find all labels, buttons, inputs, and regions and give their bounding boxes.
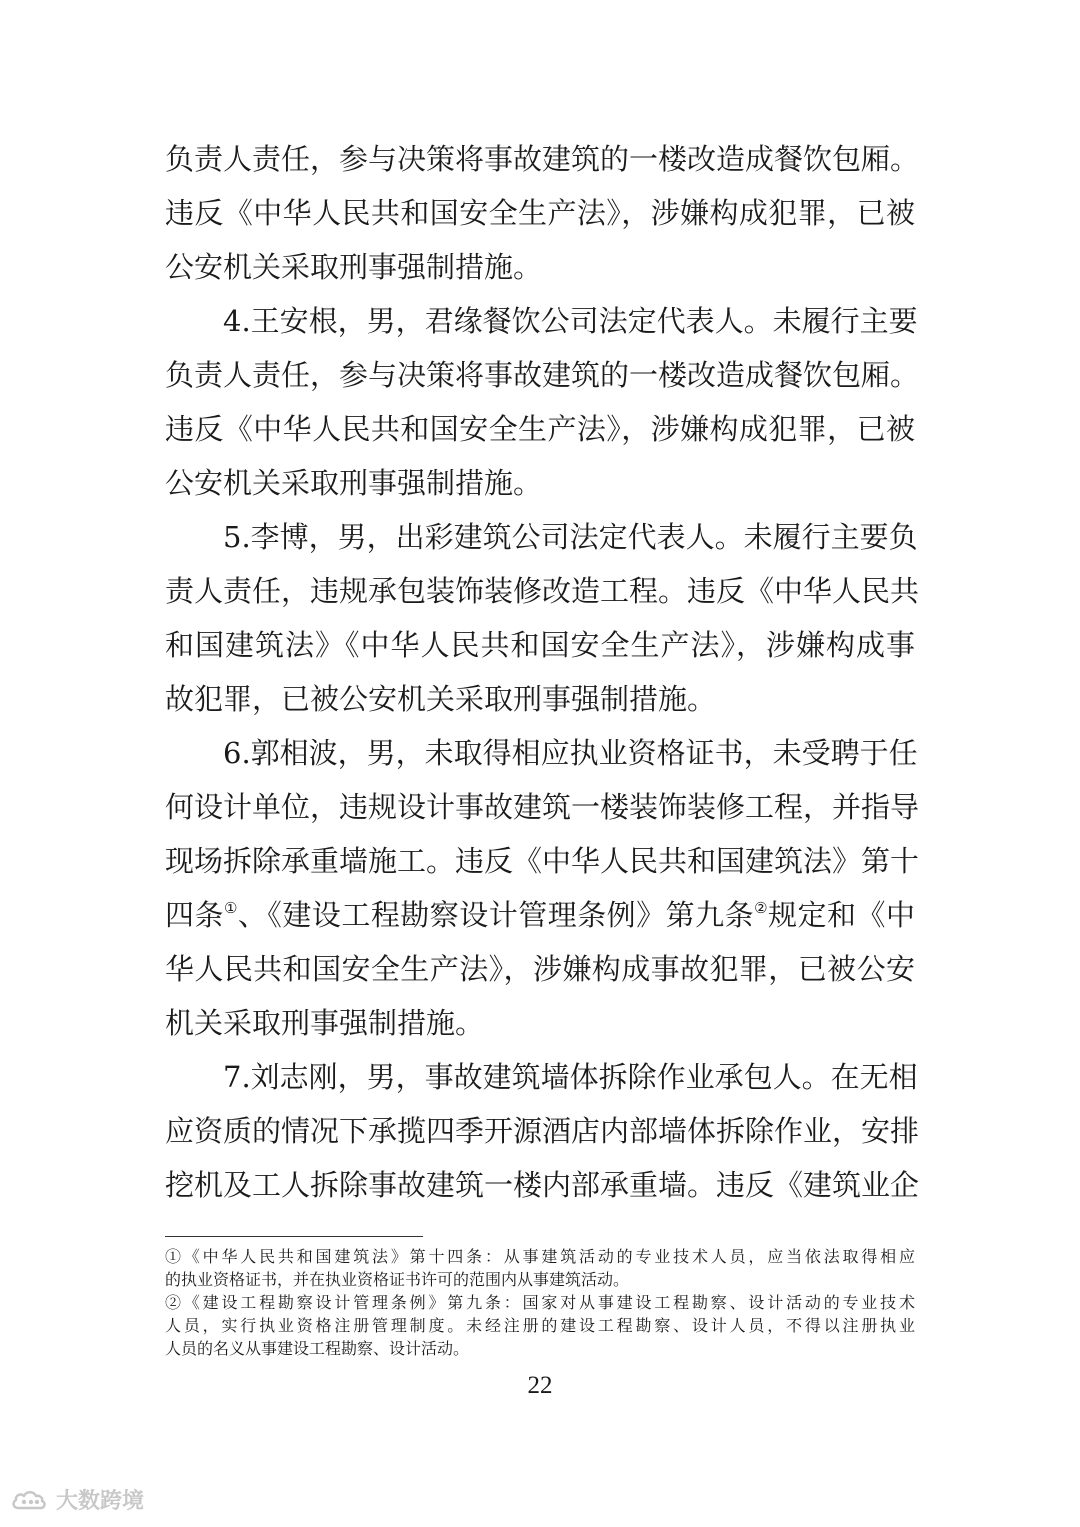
text-segment: 规定和《中 [768, 898, 915, 932]
body-line: 何设计单位，违规设计事故建筑一楼装饰装修工程，并指导 [165, 790, 920, 824]
body-line: 和国建筑法》《中华人民共和国安全生产法》，涉嫌构成事 [165, 628, 915, 662]
body-text [165, 132, 920, 1212]
body-line: 违反《中华人民共和国安全生产法》，涉嫌构成犯罪，已被 [165, 196, 915, 230]
body-line: 6.郭相波，男，未取得相应执业资格证书，未受聘于任 [223, 736, 918, 770]
body-line: 公安机关采取刑事强制措施。 [165, 466, 543, 500]
watermark [10, 1484, 144, 1515]
body-line-with-footnote-refs [165, 888, 915, 942]
body-line: 4.王安根，男，君缘餐饮公司法定代表人。未履行主要 [223, 304, 918, 338]
body-line: 5.李博，男，出彩建筑公司法定代表人。未履行主要负 [223, 520, 918, 554]
footnote-line: 的执业资格证书，并在执业资格证书许可的范围内从事建筑活动。 [165, 1270, 630, 1289]
body-line: 现场拆除承重墙施工。违反《中华人民共和国建筑法》第十 [165, 844, 920, 878]
body-line: 公安机关采取刑事强制措施。 [165, 250, 543, 284]
body-line: 7.刘志刚，男，事故建筑墙体拆除作业承包人。在无相 [223, 1060, 918, 1094]
body-line: 华人民共和国安全生产法》，涉嫌构成事故犯罪，已被公安 [165, 952, 915, 986]
footnote-line: ②《建设工程勘察设计管理条例》第九条：国家对从事建设工程勘察、设计活动的专业技术 [165, 1293, 915, 1312]
body-line: 负责人责任，参与决策将事故建筑的一楼改造成餐饮包厢。 [165, 142, 920, 176]
page-number: 22 [527, 1372, 553, 1399]
body-line: 负责人责任，参与决策将事故建筑的一楼改造成餐饮包厢。 [165, 358, 920, 392]
body-line: 故犯罪，已被公安机关采取刑事强制措施。 [165, 682, 717, 716]
body-line: 违反《中华人民共和国安全生产法》，涉嫌构成犯罪，已被 [165, 412, 915, 446]
footnotes [165, 1245, 915, 1360]
body-line: 责人责任，违规承包装饰装修改造工程。违反《中华人民共 [165, 574, 920, 608]
footnote-line: 人员的名义从事建设工程勘察、设计活动。 [165, 1339, 470, 1358]
body-line: 挖机及工人拆除事故建筑一楼内部承重墙。违反《建筑业企 [165, 1168, 920, 1202]
cloud-logo-icon [10, 1487, 50, 1513]
footnote-line: 人员，实行执业资格注册管理制度。未经注册的建设工程勘察、设计人员，不得以注册执业 [165, 1316, 915, 1335]
body-line: 机关采取刑事强制措施。 [165, 1006, 485, 1040]
footnote-divider [165, 1236, 423, 1237]
text-segment: 四条 [165, 898, 224, 932]
body-line: 应资质的情况下承揽四季开源酒店内部墙体拆除作业，安排 [165, 1114, 920, 1148]
text-segment: 、《建设工程勘察设计管理条例》第九条 [237, 898, 755, 932]
footnote-ref-1[interactable]: ① [223, 899, 238, 917]
footnote-ref-2[interactable]: ② [754, 899, 769, 917]
footnote-line: ①《中华人民共和国建筑法》第十四条：从事建筑活动的专业技术人员，应当依法取得相应 [165, 1247, 915, 1266]
watermark-text: 大数跨境 [56, 1489, 145, 1514]
